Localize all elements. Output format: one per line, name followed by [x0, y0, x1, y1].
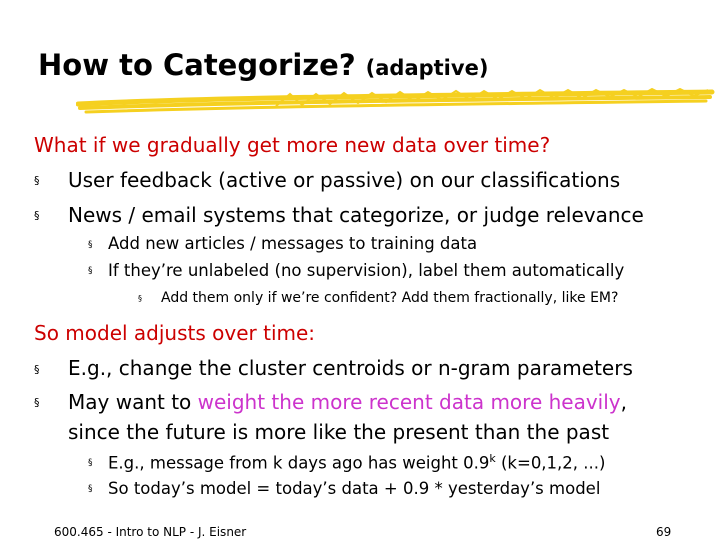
title-underline-decoration — [76, 88, 716, 116]
bullet-icon: § — [34, 174, 40, 187]
section2-bullet-2-line2: since the future is more like the present than the past — [68, 420, 610, 444]
footer-page-number: 69 — [656, 525, 672, 539]
slide-title — [38, 48, 488, 82]
section2-sub-bullet-1 — [108, 452, 605, 473]
bullet2-suffix: , — [620, 390, 627, 414]
bullet2-highlight: weight the more recent data more heavily — [197, 390, 621, 414]
title-main: How to Categorize? — [38, 48, 356, 82]
sub-bullet-icon: § — [88, 240, 93, 250]
bullet-icon: § — [34, 363, 40, 376]
section1-bullet-1: User feedback (active or passive) on our classifications — [68, 168, 621, 192]
sub-bullet1-superscript: k — [489, 452, 496, 465]
bullet2-prefix: May want to — [68, 390, 198, 414]
section1-sub-sub-bullet-1: Add them only if we’re confident? Add them fractionally, like EM? — [161, 290, 619, 306]
sub-bullet1-suffix: (k=0,1,2, ...) — [495, 453, 606, 473]
section2-bullet-2 — [68, 390, 627, 414]
sub-bullet1-prefix: E.g., message from k days ago has weight 0.9 — [108, 453, 490, 473]
sub-bullet-icon: § — [88, 266, 93, 276]
sub-sub-bullet-icon: § — [138, 294, 142, 303]
section1-heading: What if we gradually get more new data over time? — [34, 133, 551, 157]
section1-bullet-2: News / email systems that categorize, or judge relevance — [68, 203, 644, 227]
section2-bullet-1: E.g., change the cluster centroids or n-gram parameters — [68, 356, 633, 380]
section1-sub-bullet-2: If they’re unlabeled (no supervision), label them automatically — [108, 261, 625, 280]
bullet-icon: § — [34, 396, 40, 409]
sub-bullet-icon: § — [88, 458, 93, 468]
section1-sub-bullet-1: Add new articles / messages to training data — [108, 234, 478, 253]
section2-sub-bullet-2: So today’s model = today’s data + 0.9 * yesterday’s model — [108, 479, 601, 498]
bullet-icon: § — [34, 209, 40, 222]
footer-course: 600.465 - Intro to NLP - J. Eisner — [54, 525, 247, 539]
sub-bullet-icon: § — [88, 484, 93, 494]
section2-heading: So model adjusts over time: — [34, 321, 316, 345]
title-suffix: (adaptive) — [365, 56, 489, 80]
